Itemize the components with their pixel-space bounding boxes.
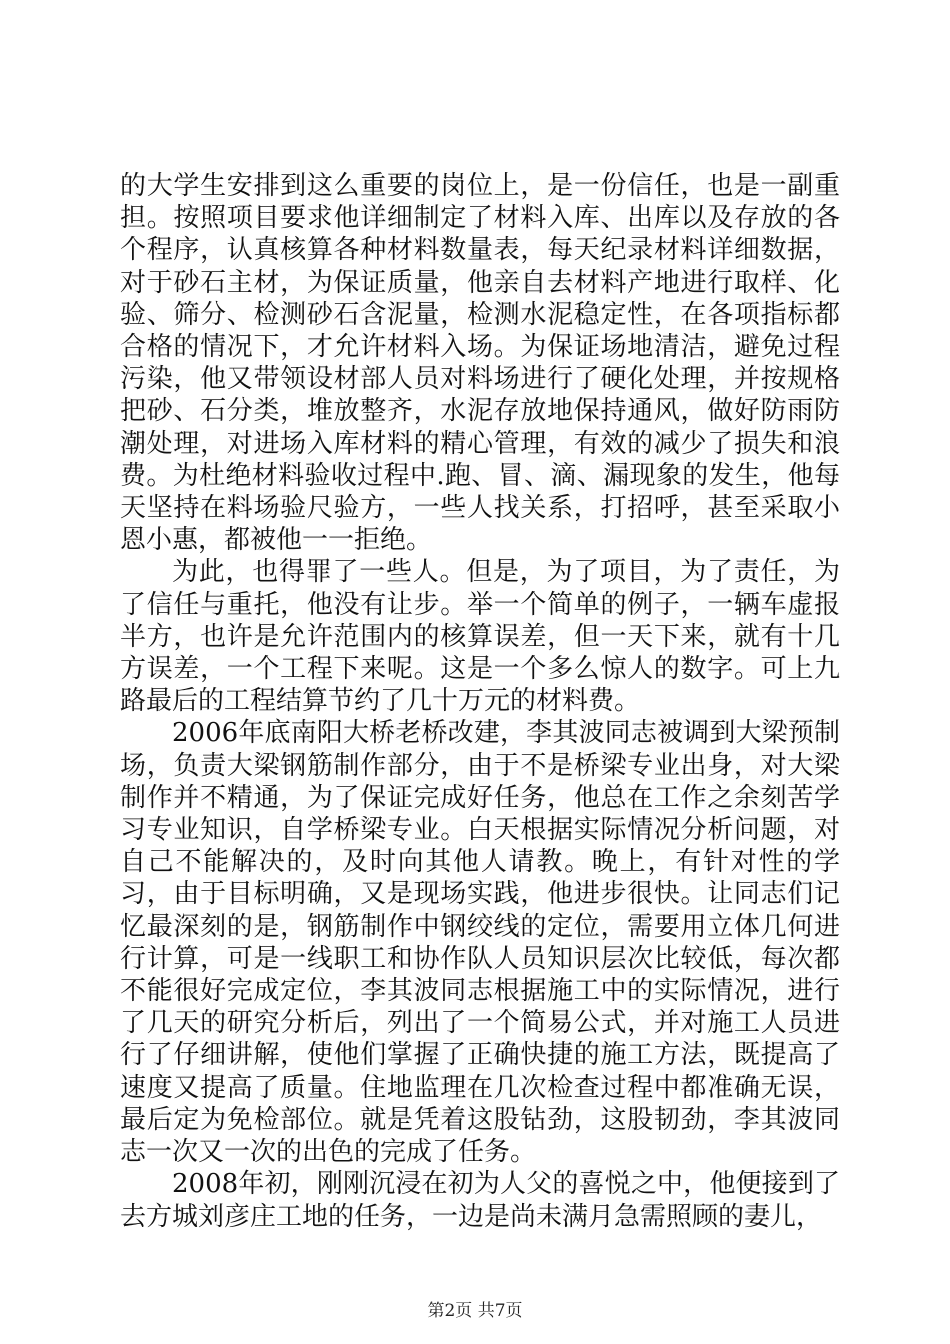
paragraph-2006-bridge: 2006年底南阳大桥老桥改建，李其波同志被调到大梁预制场，负责大梁钢筋制作部分，由于不是桥梁专业出身，对大梁制作并不精通，为了保证完成好任务，他总在工作之余刻苦学习专业知识，自学桥梁专业。白天根据实际情况分析问题，对自己不能解决的，及时向其他人请教。晚上，有针对性的学习，由于目标明确，又是现场实践，他进步很快。让同志们记忆最深刻的是，钢筋制作中钢绞线的定位，需要用立体几何进行计算，可是一线职工和协作队人员知识层次比较低，每次都不能很好完成定位，李其波同志根据施工中的实际情况，进行了几天的研究分析后，列出了一个简易公式，并对施工人员进行了仔细讲解，使他们掌握了正确快捷的施工方法，既提高了速度又提高了质量。住地监理在几次检查过程中都准确无误，最后定为免检部位。就是凭着这股钻劲，这股韧劲，李其波同志一次又一次的出色的完成了任务。 — [120, 718, 840, 1168]
paragraph-2008-assignment: 2008年初，刚刚沉浸在初为人父的喜悦之中，他便接到了去方城刘彦庄工地的任务，一边是尚未满月急需照顾的妻儿， — [120, 1169, 840, 1232]
page-number-label: 第2页 共7页 — [427, 1301, 523, 1321]
paragraph-continuation: 的大学生安排到这么重要的岗位上，是一份信任，也是一副重担。按照项目要求他详细制定了材料入库、出库以及存放的各个程序，认真核算各种材料数量表，每天纪录材料详细数据，对于砂石主材，为保证质量，他亲自去材料产地进行取样、化验、筛分、检测砂石含泥量，检测水泥稳定性，在各项指标都合格的情况下，才允许材料入场。为保证场地清洁，避免过程污染，他又带领设材部人员对料场进行了硬化处理，并按规格把砂、石分类，堆放整齐，水泥存放地保持通风，做好防雨防潮处理，对进场入库材料的精心管理，有效的减少了损失和浪费。为杜绝材料验收过程中.跑、冒、滴、漏现象的发生，他每天坚持在料场验尺验方，一些人找关系，打招呼，甚至采取小恩小惠，都被他一一拒绝。 — [120, 171, 840, 556]
paragraph-offended-people: 为此，也得罪了一些人。但是，为了项目，为了责任，为了信任与重托，他没有让步。举一个简单的例子，一辆车虚报半方，也许是允许范围内的核算误差，但一天下来，就有十几方误差，一个工程下来呢。这是一个多么惊人的数字。可上九路最后的工程结算节约了几十万元的材料费。 — [120, 557, 840, 717]
document-body — [120, 170, 840, 1233]
page-footer — [0, 1300, 950, 1322]
